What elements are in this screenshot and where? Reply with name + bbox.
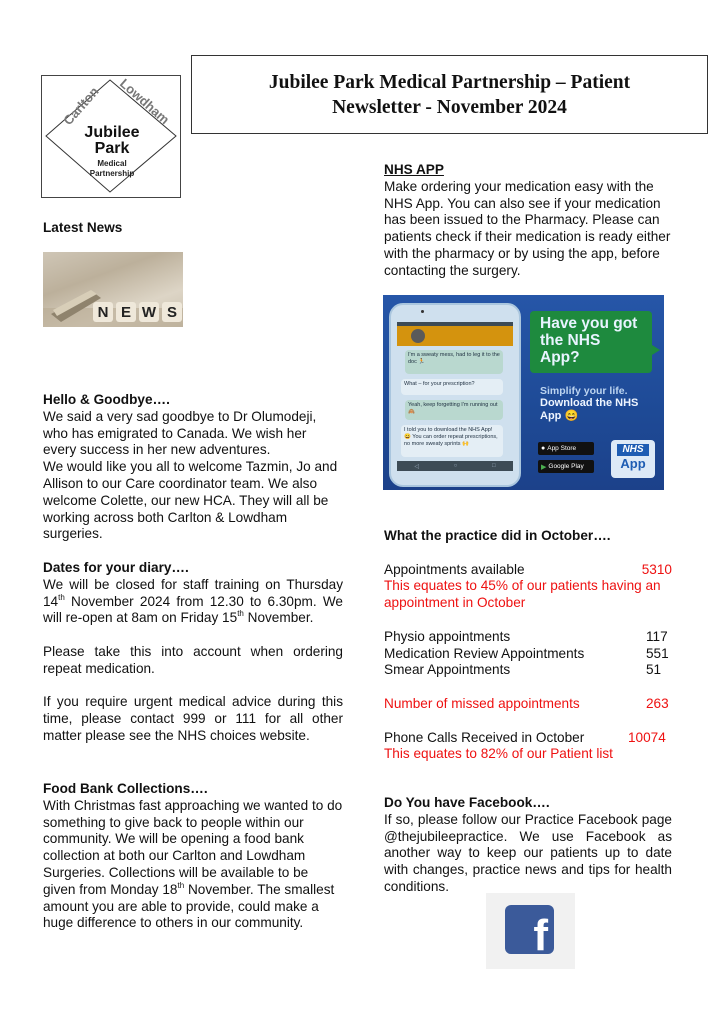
stat-label: Number of missed appointments bbox=[384, 695, 580, 711]
dates-diary-paragraph-1 bbox=[43, 577, 343, 627]
tagline-1: Simplify your life. bbox=[540, 385, 628, 397]
dice-letter: S bbox=[162, 302, 182, 322]
phone-nav-bar bbox=[397, 461, 513, 471]
appointments-note: This equates to 45% of our patients having an appointment in October bbox=[384, 578, 661, 611]
stat-row-calls bbox=[384, 730, 672, 747]
ordinal-suffix: th bbox=[177, 880, 185, 890]
nhs-logo-sub: App bbox=[620, 456, 646, 471]
facebook-section bbox=[384, 795, 672, 896]
chat-bubble bbox=[401, 379, 503, 395]
stat-value: 5310 bbox=[641, 561, 672, 577]
stat-row-appointments bbox=[384, 562, 672, 579]
hello-goodbye-heading: Hello & Goodbye…. bbox=[43, 392, 170, 407]
recents-icon: □ bbox=[492, 463, 496, 469]
stat-value: 551 bbox=[646, 645, 669, 661]
stat-row-missed bbox=[384, 696, 672, 713]
svg-text:Partnership: Partnership bbox=[89, 169, 135, 178]
svg-text:Medical: Medical bbox=[97, 159, 127, 168]
hello-goodbye-paragraph-1: We said a very sad goodbye to Dr Olumodeji, who has emigrated to Canada. We wish her every success in her new adventures. bbox=[43, 408, 317, 458]
nhs-app-section bbox=[384, 162, 672, 280]
dice-letter: E bbox=[116, 302, 136, 322]
dates-diary-heading: Dates for your diary…. bbox=[43, 560, 189, 575]
page-title bbox=[269, 70, 630, 120]
chat-bubble bbox=[405, 400, 503, 420]
stat-value: 263 bbox=[646, 695, 669, 711]
chat-text: I'm a sweaty mess, had to leg it to the doc 🏃 bbox=[408, 352, 500, 365]
text-run: November. bbox=[243, 610, 314, 626]
home-icon: ○ bbox=[453, 463, 458, 469]
facebook-heading: Do You have Facebook…. bbox=[384, 795, 550, 810]
chat-text: Yeah, keep forgetting I'm running out 🙈 bbox=[408, 402, 498, 415]
title-line-2: Newsletter - November 2024 bbox=[332, 96, 567, 118]
stat-value: 117 bbox=[646, 628, 668, 644]
nhs-app-body: Make ordering your medication easy with the NHS App. You can also see if your medication has been issued to the Pharmacy. Please can patients check if their medication is ready either with the pharmacy or by using the app, before contacting the surgery. bbox=[384, 178, 671, 278]
stat-row bbox=[384, 646, 672, 663]
food-bank-heading: Food Bank Collections…. bbox=[43, 781, 208, 796]
title-line-1: Jubilee Park Medical Partnership – Patient bbox=[268, 71, 631, 93]
dates-diary-paragraph-2: Please take this into account when ordering repeat medication. bbox=[43, 643, 343, 676]
practice-logo bbox=[41, 75, 181, 198]
news-image bbox=[43, 252, 183, 327]
nhs-app-logo bbox=[611, 440, 655, 478]
tagline-2: Download the NHS App 😄 bbox=[540, 397, 639, 422]
nhs-app-heading: NHS APP bbox=[384, 162, 444, 177]
contact-avatar bbox=[411, 329, 425, 343]
dates-diary-paragraph-3: If you require urgent medical advice during this time, please contact 999 or 111 for all other matter please see the NHS choices website. bbox=[43, 694, 343, 743]
stat-row bbox=[384, 629, 672, 646]
stat-value: 51 bbox=[646, 662, 662, 678]
svg-text:Jubilee: Jubilee bbox=[84, 124, 140, 141]
back-icon: ◁ bbox=[414, 463, 419, 470]
ordinal-suffix: th bbox=[237, 609, 244, 619]
text-run: We will be closed for staff training on Thursday 14 bbox=[43, 576, 343, 609]
news-letter-dice bbox=[93, 302, 182, 322]
facebook-logo[interactable] bbox=[486, 893, 575, 969]
svg-text:Park: Park bbox=[94, 140, 130, 157]
chat-header-bar bbox=[397, 326, 513, 346]
nhs-app-banner bbox=[383, 295, 664, 490]
latest-news-heading: Latest News bbox=[43, 220, 123, 235]
google-play-label: Google Play bbox=[548, 463, 584, 470]
phone-mockup bbox=[389, 303, 521, 487]
dice-letter: W bbox=[139, 302, 159, 322]
october-stats-section bbox=[384, 528, 672, 763]
apple-icon: ● bbox=[541, 445, 546, 452]
text-run: November 2024 from 12.30 to 6.30pm. We will re-open at 8am on Friday 15 bbox=[43, 593, 343, 626]
hello-goodbye-section bbox=[43, 392, 343, 543]
stat-row bbox=[384, 662, 672, 679]
svg-text:Lowdham: Lowdham bbox=[116, 76, 173, 128]
calls-note: This equates to 82% of our Patient list bbox=[384, 746, 613, 762]
chat-text: I told you to download the NHS App! 😄 You can order repeat prescriptions, no more sweaty sprints 🙌 bbox=[404, 427, 498, 447]
facebook-f-glyph: f bbox=[533, 911, 548, 960]
bubble-tail bbox=[652, 345, 660, 355]
october-stats-heading: What the practice did in October…. bbox=[384, 528, 611, 543]
hello-goodbye-paragraph-2: We would like you all to welcome Tazmin, Jo and Allison to our Care coordinator team. We also welcome Colette, our new HCA. They will all be working across both Carlton & Lowdham surgeries. bbox=[43, 459, 338, 542]
phone-camera-icon bbox=[421, 310, 424, 313]
stat-label: Physio appointments bbox=[384, 628, 511, 644]
food-bank-paragraph bbox=[43, 798, 343, 932]
text-run: November. The smallest amount you are able to provide, could make a huge difference to others in our community. bbox=[43, 881, 335, 931]
headline-bubble bbox=[530, 311, 652, 373]
chat-bubble bbox=[405, 350, 503, 374]
app-store-label: App Store bbox=[547, 445, 577, 452]
play-icon: ▶ bbox=[541, 463, 547, 471]
dates-diary-section bbox=[43, 560, 343, 745]
stat-label: Appointments available bbox=[384, 561, 525, 577]
nhs-logo-text: NHS bbox=[617, 444, 649, 456]
chat-bubble bbox=[401, 425, 503, 457]
text-run: With Christmas fast approaching we wanted to do something to give back to people within our community. We will be opening a food bank collection at both our Carlton and Lowdham Surgeries. Collections will be available to be given from Monday 18 bbox=[43, 797, 343, 897]
svg-text:Carlton: Carlton bbox=[60, 83, 102, 128]
newsletter-title-box bbox=[191, 55, 708, 134]
stat-label: Medication Review Appointments bbox=[384, 645, 585, 661]
stat-value: 10074 bbox=[628, 729, 666, 745]
logo-diamond-icon bbox=[42, 76, 182, 199]
food-bank-section bbox=[43, 781, 343, 932]
headline-text: Have you got the NHS App? bbox=[540, 315, 638, 366]
facebook-icon bbox=[505, 905, 554, 960]
dice-letter: N bbox=[93, 302, 113, 322]
chat-text: What – for your prescription? bbox=[404, 381, 475, 387]
ordinal-suffix: th bbox=[58, 592, 65, 602]
app-store-badge[interactable] bbox=[538, 442, 594, 455]
stat-label: Phone Calls Received in October bbox=[384, 729, 585, 745]
facebook-body: If so, please follow our Practice Facebook page @thejubileepractice. We use Facebook as another way to keep our patients up to date with changes, practice news and tips for health conditions. bbox=[384, 811, 672, 894]
google-play-badge[interactable] bbox=[538, 460, 594, 473]
stat-label: Smear Appointments bbox=[384, 662, 511, 678]
